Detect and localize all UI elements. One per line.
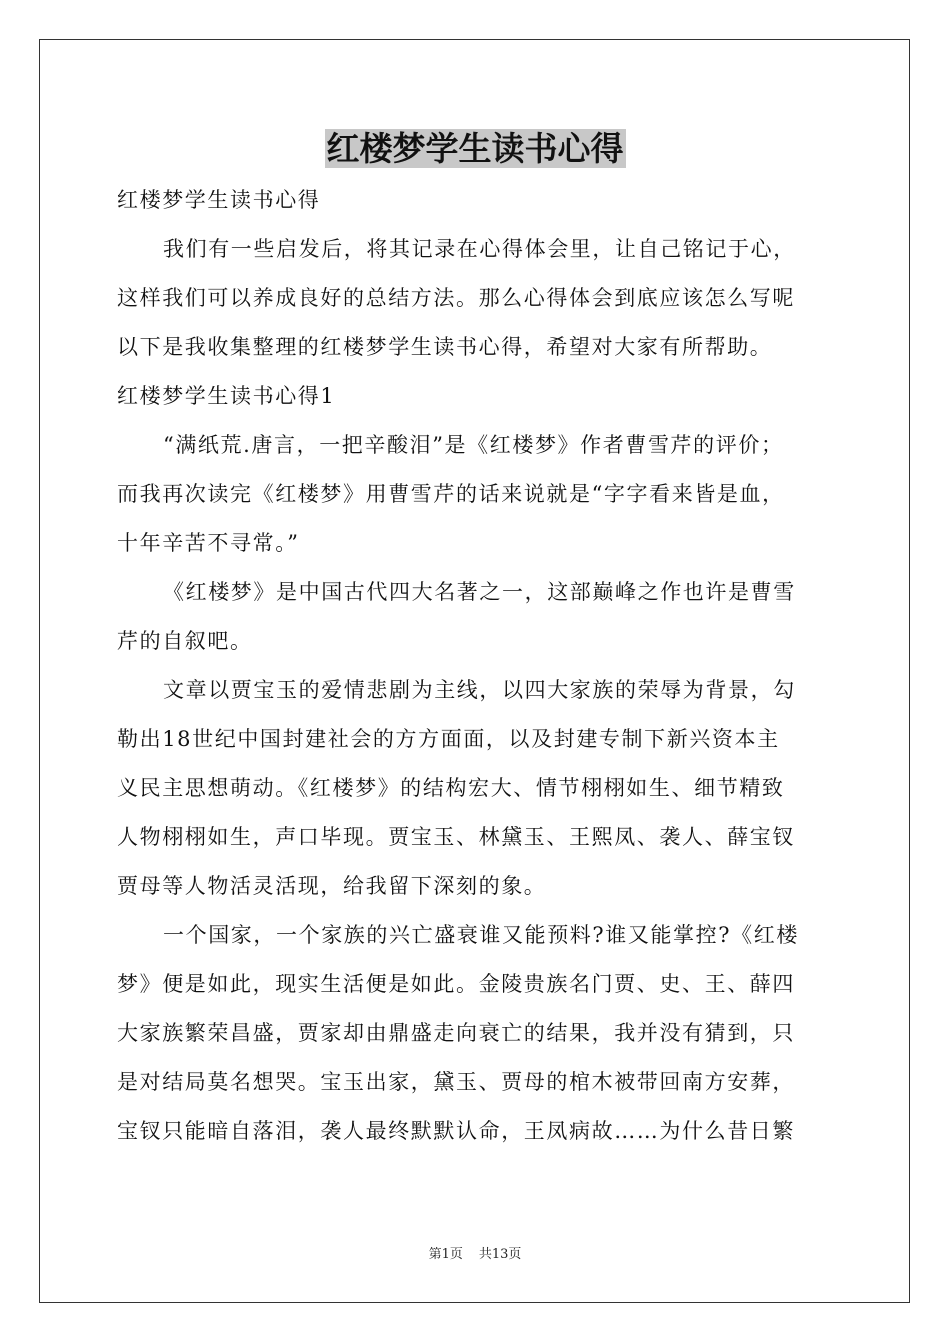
document-body [117, 176, 833, 1156]
body-line: 宝钗只能暗自落泪，袭人最终默默认命，王凤病故……为什么昔日繁 [117, 1119, 795, 1143]
body-line: 芹的自叙吧。 [117, 629, 253, 653]
document-title [0, 127, 950, 171]
body-line: 是对结局莫名想哭。宝玉出家，黛玉、贾母的棺木被带回南方安葬， [117, 1070, 795, 1094]
subtitle-line: 红楼梦学生读书心得 [117, 188, 321, 212]
body-line: 勒出18世纪中国封建社会的方方面面，以及封建专制下新兴资本主 [117, 727, 780, 751]
document-title-text: 红楼梦学生读书心得 [326, 129, 624, 168]
body-line: 我们有一些启发后，将其记录在心得体会里，让自己铭记于心， [163, 237, 796, 261]
body-line: 十年辛苦不寻常。” [117, 531, 300, 555]
body-line: 梦》便是如此，现实生活便是如此。金陵贵族名门贾、史、王、薛四 [117, 972, 795, 996]
body-line: 大家族繁荣昌盛，贾家却由鼎盛走向衰亡的结果，我并没有猜到，只 [117, 1021, 795, 1045]
body-line: 《红楼梦》是中国古代四大名著之一，这部巅峰之作也许是曹雪 [163, 580, 796, 604]
body-line: 这样我们可以养成良好的总结方法。那么心得体会到底应该怎么写呢 [117, 286, 795, 310]
page-number: 第1页 [428, 1247, 463, 1262]
section-heading: 红楼梦学生读书心得1 [117, 384, 336, 408]
body-line: 而我再次读完《红楼梦》用曹雪芹的话来说就是“字字看来皆是血， [117, 482, 785, 506]
body-line: 义民主思想萌动。《红楼梦》的结构宏大、情节栩栩如生、细节精致 [117, 776, 785, 800]
body-line: 文章以贾宝玉的爱情悲剧为主线，以四大家族的荣辱为背景，勾 [163, 678, 796, 702]
body-line: 贾母等人物活灵活现，给我留下深刻的象。 [117, 874, 547, 898]
body-line: 人物栩栩如生，声口毕现。贾宝玉、林黛玉、王熙凤、袭人、薛宝钗 [117, 825, 795, 849]
body-line: 一个国家，一个家族的兴亡盛衰谁又能预料?谁又能掌控?《红楼 [163, 923, 799, 947]
body-line: 以下是我收集整理的红楼梦学生读书心得，希望对大家有所帮助。 [117, 335, 773, 359]
page-footer [0, 1246, 950, 1264]
page-total: 共13页 [478, 1247, 522, 1262]
body-line: “满纸荒.唐言，一把辛酸泪”是《红楼梦》作者曹雪芹的评价； [163, 433, 784, 457]
